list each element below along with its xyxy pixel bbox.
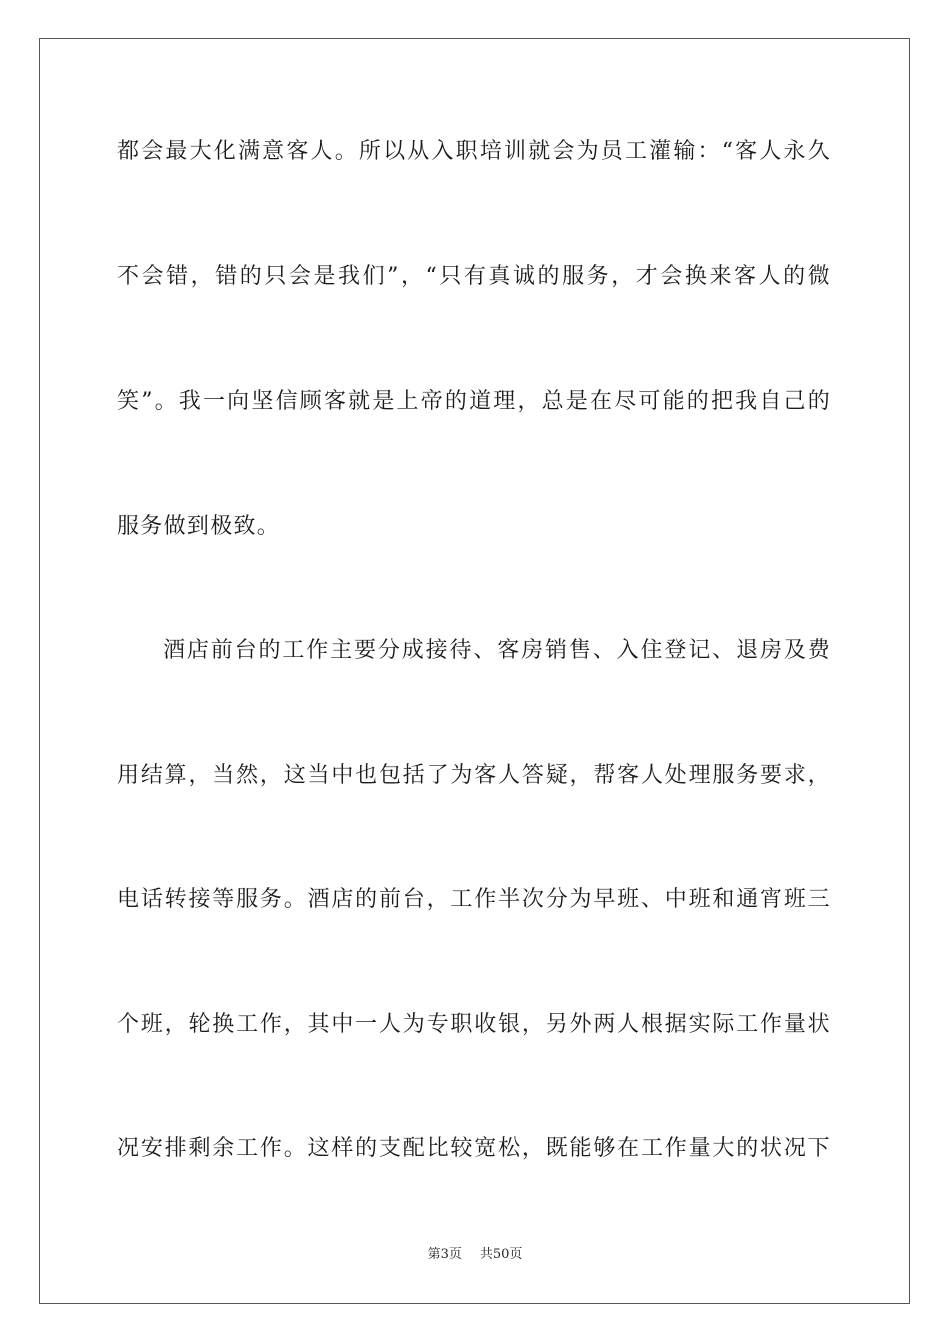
body-line-3: 笑”。我一向坚信顾客就是上帝的道理，总是在尽可能的把我自己的: [117, 389, 831, 414]
body-line-5: 酒店前台的工作主要分成接待、客房销售、入住登记、退房及费: [163, 638, 831, 663]
body-line-7: 电话转接等服务。酒店的前台，工作半次分为早班、中班和通宵班三: [117, 887, 831, 912]
body-line-1: 都会最大化满意客人。所以从入职培训就会为员工灌输：“客人永久: [117, 139, 831, 164]
page-total: 共50页: [479, 1247, 523, 1262]
page-frame: [39, 38, 910, 1304]
body-line-8: 个班，轮换工作，其中一人为专职收银，另外两人根据实际工作量状: [117, 1012, 831, 1037]
body-line-4: 服务做到极致。: [117, 514, 281, 539]
body-line-2: 不会错，错的只会是我们”，“只有真诚的服务，才会换来客人的微: [117, 264, 831, 289]
body-line-9: 况安排剩余工作。这样的支配比较宽松，既能够在工作量大的状况下: [117, 1136, 831, 1161]
page-number: 第3页: [427, 1247, 462, 1262]
page-footer: [0, 1246, 950, 1264]
body-line-6: 用结算，当然，这当中也包括了为客人答疑，帮客人处理服务要求，: [117, 763, 831, 788]
